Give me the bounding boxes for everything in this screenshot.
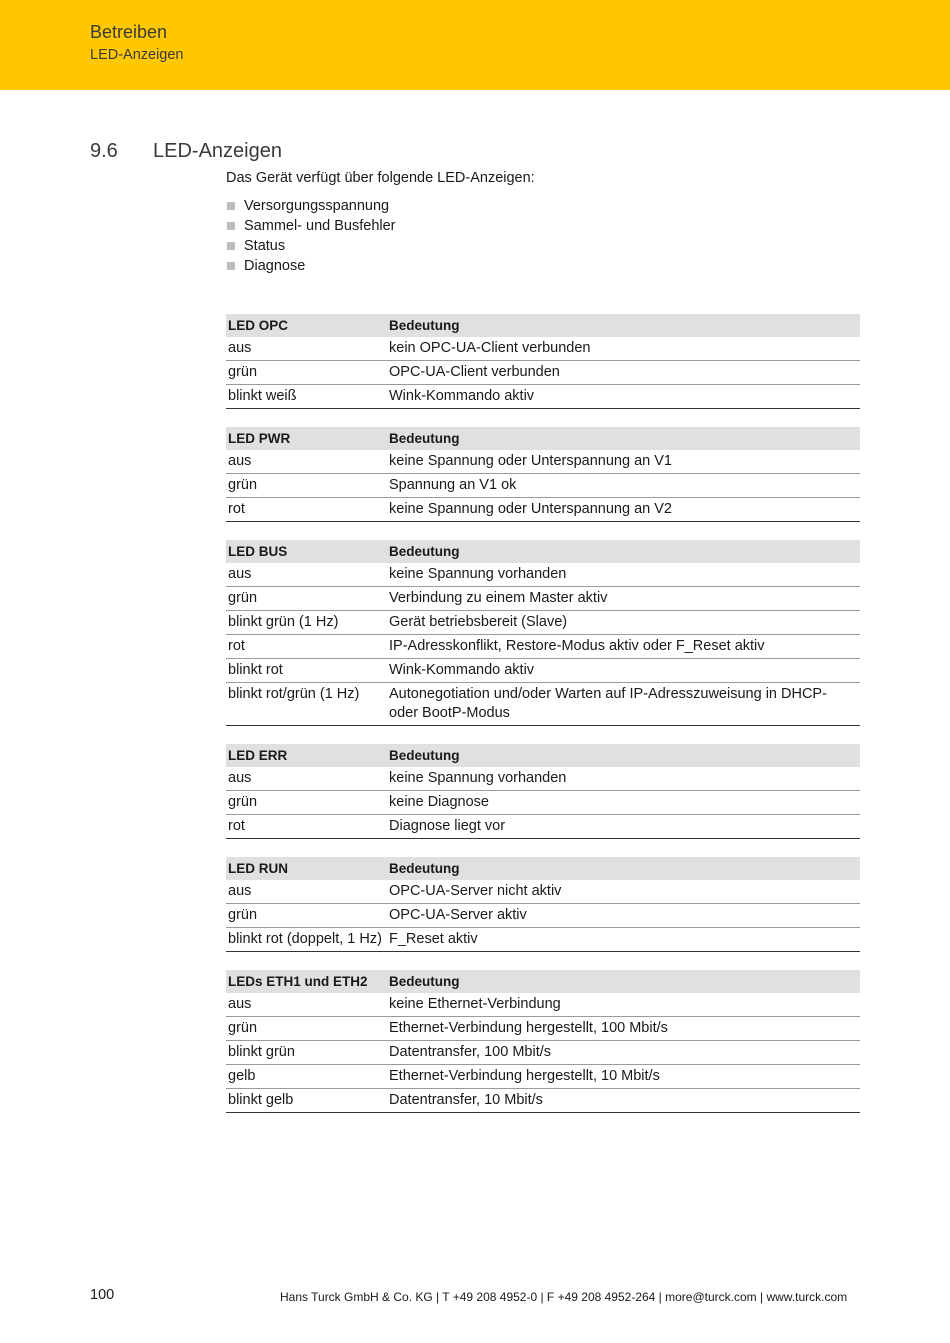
led-state-cell: blinkt grün [226,1041,387,1065]
meaning-column-header: Bedeutung [387,857,860,880]
led-state-cell: grün [226,587,387,611]
led-state-cell: grün [226,361,387,385]
led-meaning-cell: keine Ethernet-Verbindung [387,993,860,1017]
table-row [226,385,860,409]
table-row [226,498,860,522]
table-row [226,474,860,498]
led-state-cell: aus [226,880,387,904]
led-meaning-cell: Ethernet-Verbindung hergestellt, 100 Mbit/s [387,1017,860,1041]
meaning-column-header: Bedeutung [387,970,860,993]
section-number: 9.6 [90,140,118,162]
led-table [226,970,860,1113]
led-state-cell: aus [226,563,387,587]
led-tables [226,314,860,1131]
header-chapter-title: Betreiben [90,22,168,42]
table-row [226,659,860,683]
table-header-row [226,540,860,563]
led-state-cell: blinkt rot (doppelt, 1 Hz) [228,931,382,947]
led-state-cell: blinkt grün (1 Hz) [226,611,387,635]
led-meaning-cell: Spannung an V1 ok [387,474,860,498]
table-row [226,1017,860,1041]
page-number: 100 [90,1287,115,1303]
meaning-column-header: Bedeutung [387,314,860,337]
table-row [226,880,860,904]
table-row [226,1089,860,1113]
led-meaning-cell: keine Spannung oder Unterspannung an V1 [387,450,860,474]
table-row [226,683,860,726]
led-meaning-cell: Verbindung zu einem Master aktiv [387,587,860,611]
intro-block [226,168,860,276]
meaning-column-header: Bedeutung [387,744,860,767]
intro-text: Das Gerät verfügt über folgende LED-Anzeigen: [226,170,535,186]
led-column-header: LED RUN [226,857,387,880]
led-state-cell: rot [226,635,387,659]
header-subtitle: LED-Anzeigen [90,47,184,63]
led-table [226,540,860,726]
table-header-row [226,970,860,993]
led-column-header: LED OPC [226,314,387,337]
led-state-cell: aus [226,993,387,1017]
led-meaning-cell: Autonegotiation und/oder Warten auf IP-Adresszuweisung in DHCP- oder BootP-Modus [389,686,827,721]
table-row [226,361,860,385]
meaning-column-header: Bedeutung [387,540,860,563]
led-column-header: LED PWR [226,427,387,450]
led-meaning-cell: OPC-UA-Server aktiv [387,904,860,928]
table-header-row [226,314,860,337]
led-state-cell: grün [226,791,387,815]
table-row [226,563,860,587]
led-column-header: LED ERR [226,744,387,767]
led-state-cell: blinkt gelb [228,1092,294,1108]
meaning-column-header: Bedeutung [387,427,860,450]
led-state-cell: rot [228,818,245,834]
led-state-cell: grün [226,904,387,928]
led-state-cell: aus [226,337,387,361]
table-header-row [226,857,860,880]
led-state-cell: blinkt rot/grün (1 Hz) [228,686,360,702]
table-row [226,767,860,791]
led-state-cell: grün [226,474,387,498]
led-meaning-cell: OPC-UA-Server nicht aktiv [387,880,860,904]
table-header-row [226,427,860,450]
led-state-cell: blinkt weiß [228,388,297,404]
bullet-item: Sammel- und Busfehler [226,216,860,236]
table-header-row [226,744,860,767]
table-row [226,1065,860,1089]
table-row [226,635,860,659]
led-column-header: LEDs ETH1 und ETH2 [226,970,387,993]
led-meaning-cell: Diagnose liegt vor [389,818,506,834]
footer-text: Hans Turck GmbH & Co. KG | T +49 208 4952-0 | F +49 208 4952-264 | more@turck.com | www.turck.com [280,1290,848,1304]
table-row [226,1041,860,1065]
led-column-header: LED BUS [226,540,387,563]
led-meaning-cell: kein OPC-UA-Client verbunden [387,337,860,361]
led-table [226,744,860,839]
led-meaning-cell: keine Diagnose [387,791,860,815]
table-row [226,993,860,1017]
led-meaning-cell: keine Spannung vorhanden [387,563,860,587]
led-state-cell: grün [226,1017,387,1041]
bullet-item: Versorgungsspannung [226,196,860,216]
led-meaning-cell: Datentransfer, 100 Mbit/s [387,1041,860,1065]
table-row [226,587,860,611]
table-row [226,337,860,361]
led-table [226,857,860,952]
led-meaning-cell: Gerät betriebsbereit (Slave) [387,611,860,635]
bullet-item: Diagnose [226,256,860,276]
table-row [226,815,860,839]
led-table [226,314,860,409]
led-meaning-cell: OPC-UA-Client verbunden [387,361,860,385]
header-band [0,0,950,90]
led-bullet-list [226,196,860,276]
led-meaning-cell: Datentransfer, 10 Mbit/s [389,1092,543,1108]
led-state-cell: rot [228,501,245,517]
led-meaning-cell: F_Reset aktiv [389,931,478,947]
table-row [226,928,860,952]
led-meaning-cell: keine Spannung oder Unterspannung an V2 [389,501,672,517]
led-state-cell: aus [226,450,387,474]
led-meaning-cell: Wink-Kommando aktiv [389,388,535,404]
table-row [226,611,860,635]
bullet-item: Status [226,236,860,256]
led-state-cell: blinkt rot [226,659,387,683]
led-meaning-cell: IP-Adresskonflikt, Restore-Modus aktiv oder F_Reset aktiv [387,635,860,659]
table-row [226,450,860,474]
led-meaning-cell: Wink-Kommando aktiv [387,659,860,683]
led-meaning-cell: keine Spannung vorhanden [387,767,860,791]
led-state-cell: aus [226,767,387,791]
led-meaning-cell: Ethernet-Verbindung hergestellt, 10 Mbit/s [387,1065,860,1089]
table-row [226,791,860,815]
led-state-cell: gelb [226,1065,387,1089]
table-row [226,904,860,928]
led-table [226,427,860,522]
section-title: LED-Anzeigen [153,140,282,162]
